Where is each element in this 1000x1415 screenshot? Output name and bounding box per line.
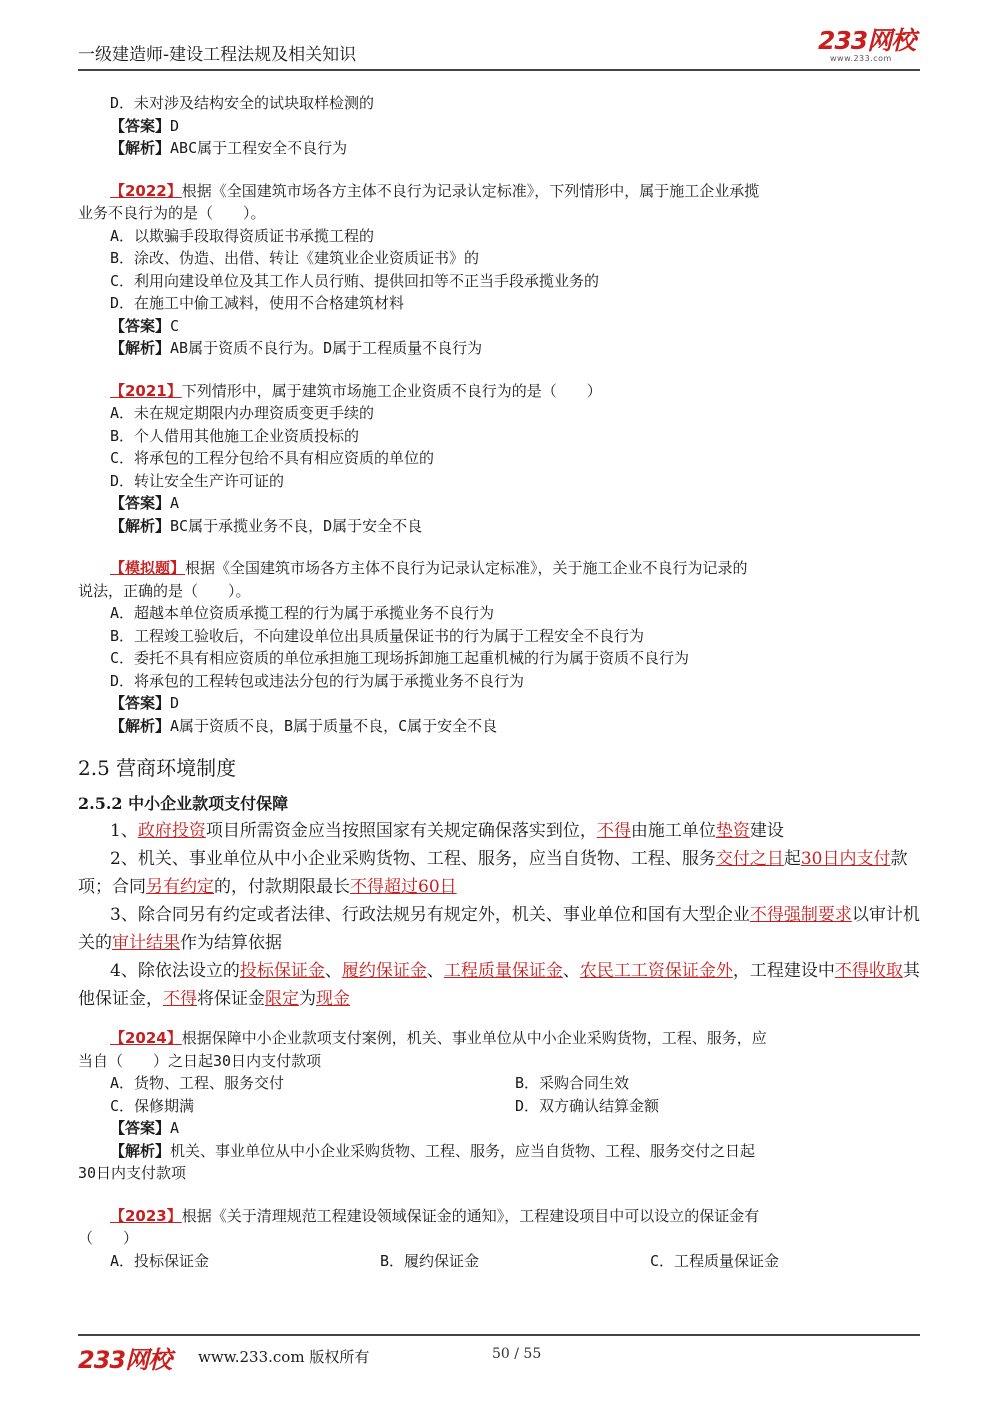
q5-stem: 【2023】根据《关于清理规范工程建设领域保证金的通知》，工程建设项目中可以设立的保证金有 xyxy=(110,1206,760,1225)
q0-answer: 【答案】D xyxy=(110,116,180,135)
footer-copyright: www.233.com 版权所有 xyxy=(198,1348,370,1366)
q2-stem: 【2021】下列情形中，属于建筑市场施工企业资质不良行为的是（ ） xyxy=(110,381,602,400)
q1-option: B．涂改、伪造、出借、转让《建筑业企业资质证书》的 xyxy=(110,249,480,267)
q4-option: C．保修期满 xyxy=(110,1096,195,1115)
header-divider xyxy=(78,69,920,71)
q5-options-row xyxy=(78,1250,920,1273)
header-title: 一级建造师-建设工程法规及相关知识 xyxy=(78,45,357,65)
q4-answer: 【答案】A xyxy=(110,1119,180,1137)
page-content xyxy=(78,92,920,1272)
q4-analysis: 【解析】机关、事业单位从中小企业采购货物、工程、服务，应当自货物、工程、服务交付之日起 xyxy=(110,1141,756,1160)
q3-stem: 【模拟题】根据《全国建筑市场各方主体不良行为记录认定标准》，关于施工企业不良行为记录的 xyxy=(110,559,748,577)
rule-paragraph-3: 3、除合同另有约定或者法律、行政法规另有规定外，机关、事业单位和国有大型企业不得强制要求以审计机关的审计结果作为结算依据 xyxy=(78,905,920,953)
q4-year-tag: 【2024】 xyxy=(110,1029,182,1047)
page-number: 50 / 55 xyxy=(492,1346,542,1362)
q4-options-row xyxy=(78,1072,920,1095)
q3-tag: 【模拟题】 xyxy=(110,559,186,577)
brand-logo[interactable] xyxy=(818,28,915,63)
q2-analysis: 【解析】BC属于承揽业务不良，D属于安全不良 xyxy=(110,516,423,535)
q4-stem-cont: 当自（ ）之日起30日内支付款项 xyxy=(78,1051,322,1070)
q1-option: A．以欺骗手段取得资质证书承揽工程的 xyxy=(110,226,375,245)
q1-stem-cont: 业务不良行为的是（ ）。 xyxy=(78,204,266,222)
q5-option: B．履约保证金 xyxy=(380,1251,480,1270)
q4-option: B．采购合同生效 xyxy=(515,1074,630,1092)
q2-option: C．将承包的工程分包给不具有相应资质的单位的 xyxy=(110,449,435,467)
q3-analysis: 【解析】A属于资质不良，B属于质量不良，C属于安全不良 xyxy=(110,716,498,735)
q5-stem-cont: （ ） xyxy=(78,1229,139,1247)
section-title: 2.5 营商环境制度 xyxy=(78,756,237,780)
q3-option: B．工程竣工验收后，不向建设单位出具质量保证书的行为属于工程安全不良行为 xyxy=(110,626,645,645)
q1-option: C．利用向建设单位及其工作人员行贿、提供回扣等不正当手段承揽业务的 xyxy=(110,271,600,290)
footer-logo[interactable]: 233网校 xyxy=(78,1346,172,1374)
rule-paragraph-2: 2、机关、事业单位从中小企业采购货物、工程、服务，应当自货物、工程、服务交付之日起30日内支付款项；合同另有约定的，付款期限最长不得超过60日 xyxy=(78,849,908,897)
q4-options-row xyxy=(78,1095,920,1118)
rule-paragraph-1: 1、政府投资项目所需资金应当按照国家有关规定确保落实到位，不得由施工单位垫资建设 xyxy=(110,821,784,841)
q3-stem-cont: 说法，正确的是（ ）。 xyxy=(78,581,251,600)
q2-year-tag: 【2021】 xyxy=(110,381,182,400)
logo-text: 233网校 xyxy=(818,26,916,55)
q2-option: A．未在规定期限内办理资质变更手续的 xyxy=(110,404,375,422)
footer-divider xyxy=(78,1334,920,1336)
q3-option: C．委托不具有相应资质的单位承担施工现场拆卸施工起重机械的行为属于资质不良行为 xyxy=(110,649,690,667)
q5-option: A．投标保证金 xyxy=(110,1251,210,1270)
q3-option: D．将承包的工程转包或违法分包的行为属于承揽业务不良行为 xyxy=(110,671,525,690)
q2-option: B．个人借用其他施工企业资质投标的 xyxy=(110,426,360,445)
q4-option: D．双方确认结算金额 xyxy=(515,1096,660,1115)
q1-stem: 【2022】根据《全国建筑市场各方主体不良行为记录认定标准》，下列情形中，属于施工企业承揽 xyxy=(110,181,760,200)
q4-stem: 【2024】根据保障中小企业款项支付案例，机关、事业单位从中小企业采购货物，工程、服务，应 xyxy=(110,1029,767,1047)
q2-answer: 【答案】A xyxy=(110,494,180,512)
logo-url: www.233.com xyxy=(830,54,892,63)
q0-option-d: D．未对涉及结构安全的试块取样检测的 xyxy=(110,94,375,112)
q1-analysis: 【解析】AB属于资质不良行为。D属于工程质量不良行为 xyxy=(110,339,483,357)
q1-option: D．在施工中偷工减料，使用不合格建筑材料 xyxy=(110,294,405,312)
q2-option: D．转让安全生产许可证的 xyxy=(110,471,285,490)
q5-option: C．工程质量保证金 xyxy=(650,1251,780,1270)
q4-analysis-cont: 30日内支付款项 xyxy=(78,1164,187,1182)
q3-option: A．超越本单位资质承揽工程的行为属于承揽业务不良行为 xyxy=(110,604,495,622)
rule-paragraph-4: 4、除依法设立的投标保证金、履约保证金、工程质量保证金、农民工工资保证金外，工程建设中不得收取其他保证金，不得将保证金限定为现金 xyxy=(78,961,920,1009)
q1-answer: 【答案】C xyxy=(110,316,180,335)
q3-answer: 【答案】D xyxy=(110,694,180,712)
subsection-title: 2.5.2 中小企业款项支付保障 xyxy=(78,794,289,813)
q0-analysis: 【解析】ABC属于工程安全不良行为 xyxy=(110,139,348,157)
q4-option: A．货物、工程、服务交付 xyxy=(110,1074,285,1092)
q5-year-tag: 【2023】 xyxy=(110,1206,182,1225)
q1-year-tag: 【2022】 xyxy=(110,181,182,200)
